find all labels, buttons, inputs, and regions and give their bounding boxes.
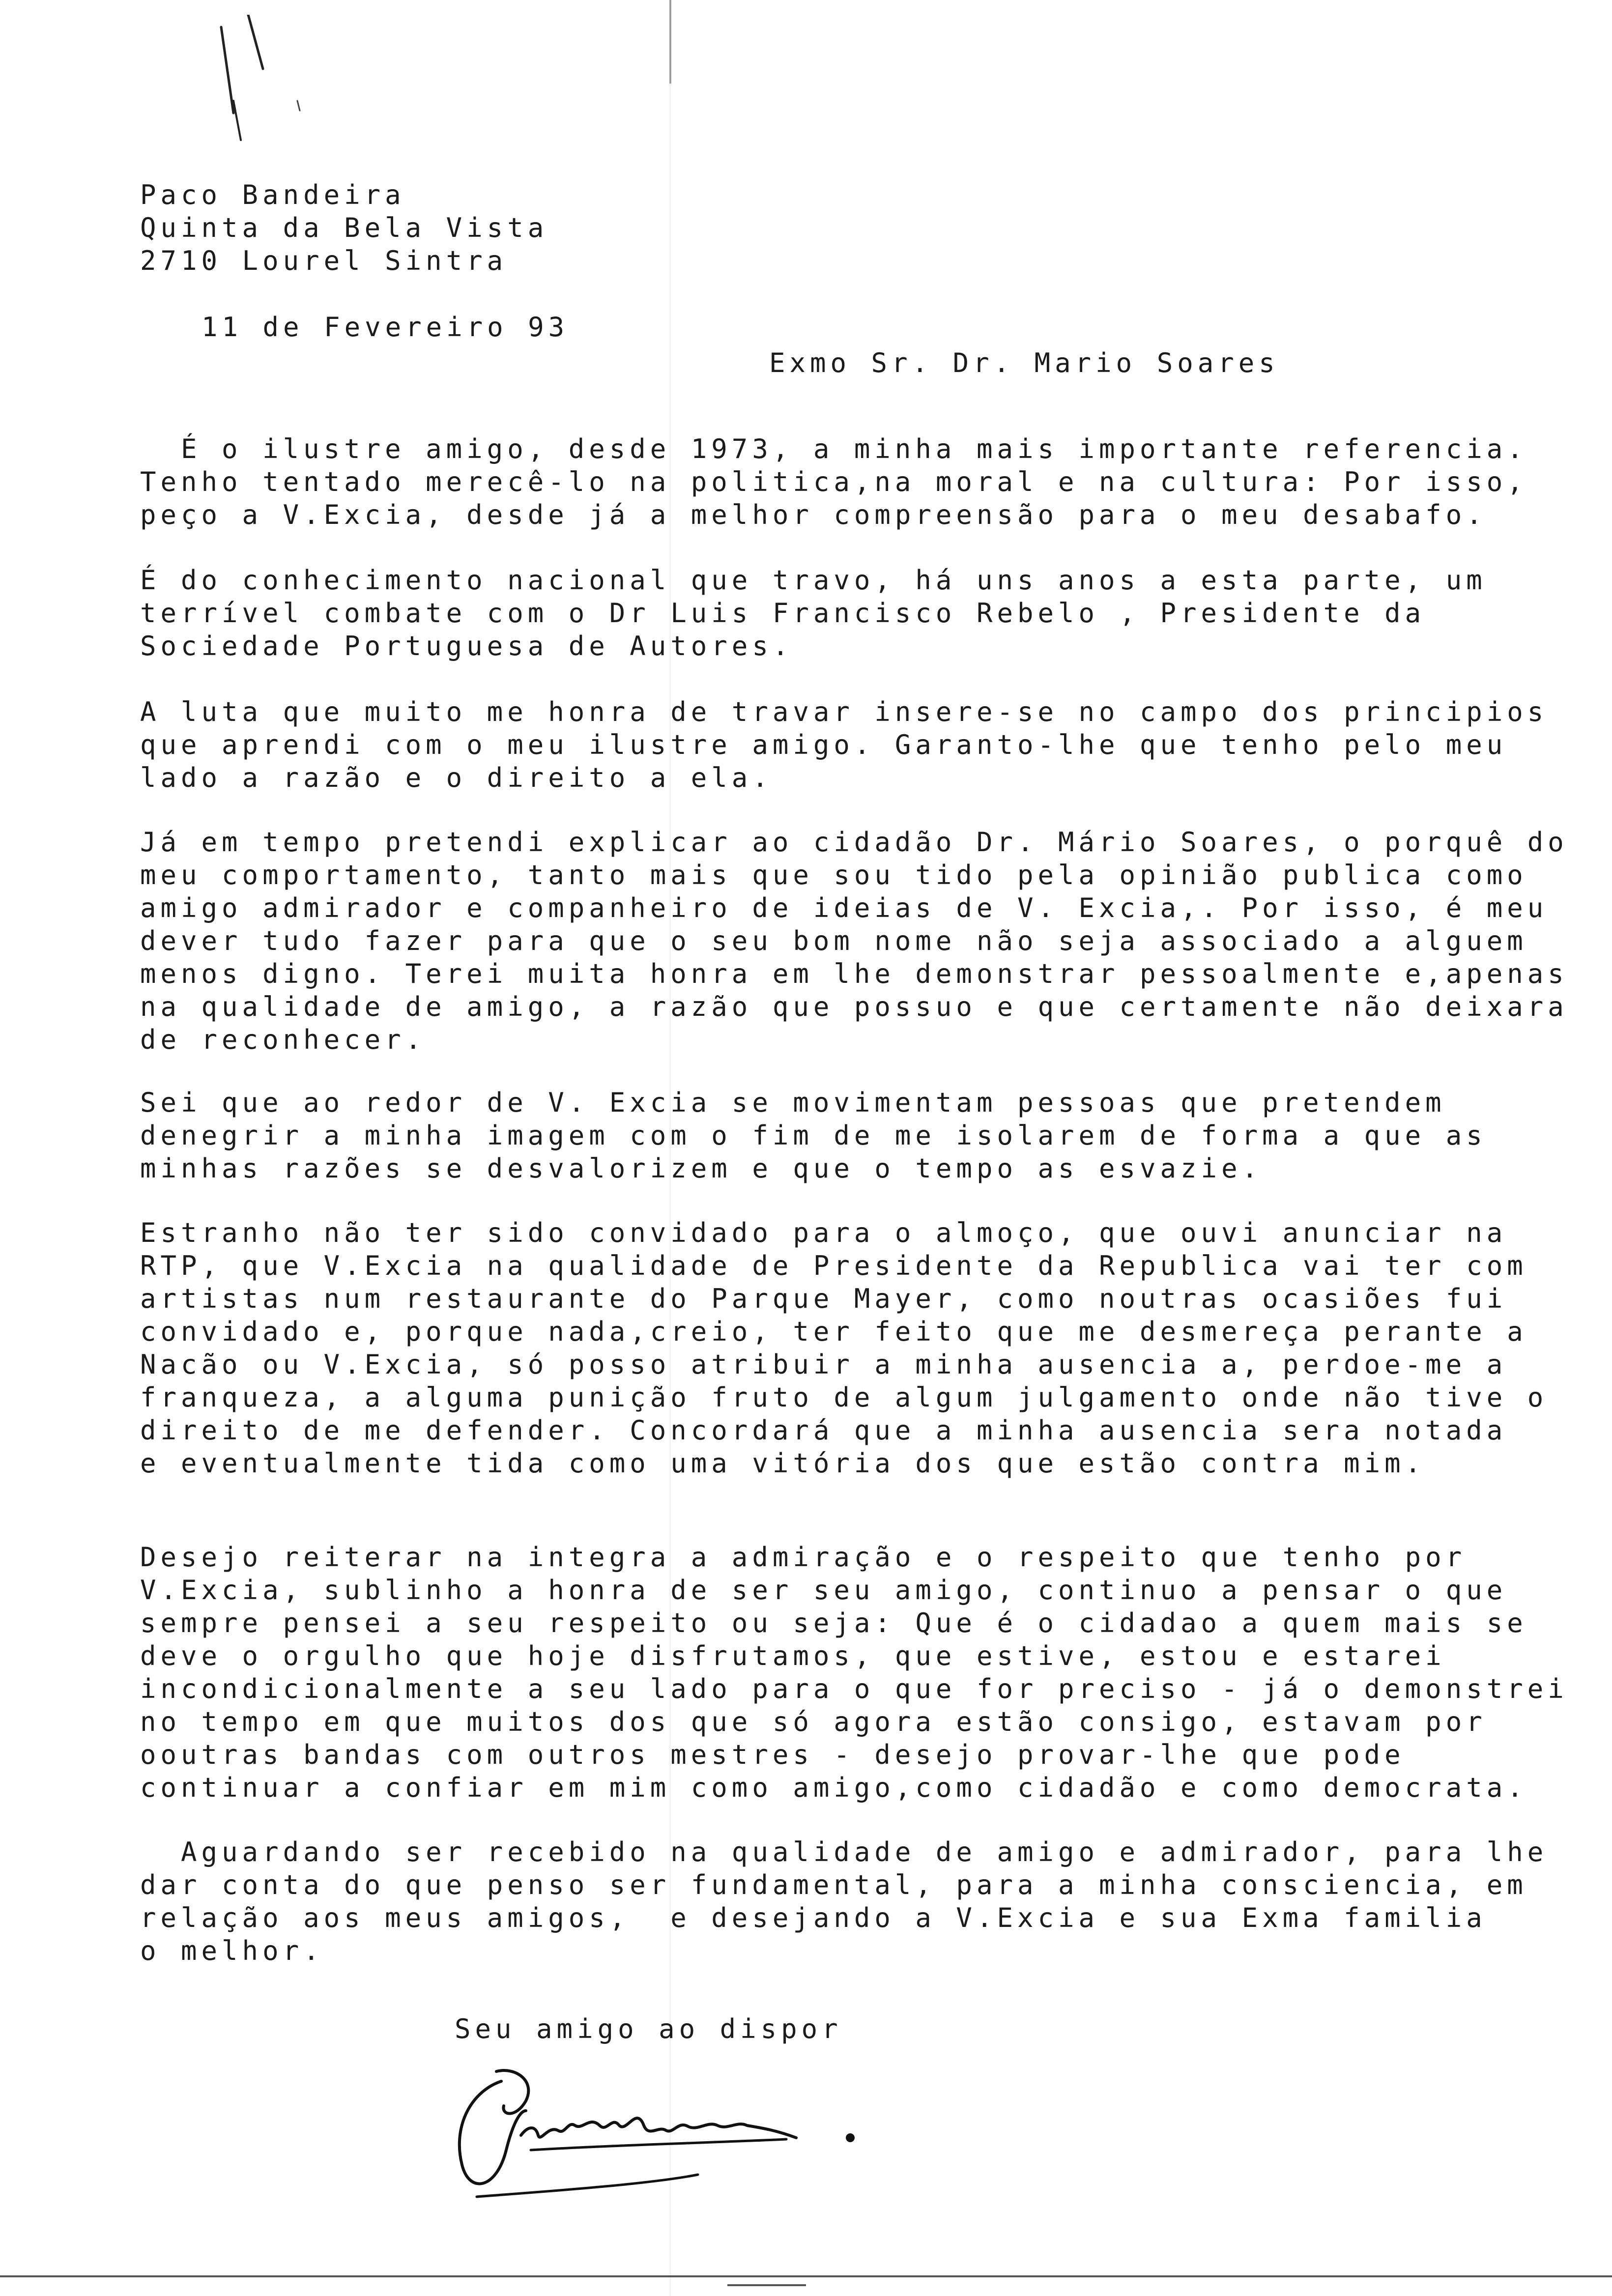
- paragraph-4: Já em tempo pretendi explicar ao cidadão Dr. Mário Soares, o porquê do meu comportamento, tanto mais que sou tido pela opinião publica como amigo admirador e companheiro de ideias de V. Excia,. Por isso, é meu dever tudo fazer para que o seu bom nome não seja associado a alguem menos digno. Terei muita honra em lhe demonstrar pessoalmente e,apenas na qualidade de amigo, a razão que possuo e que certamente não deixara de reconhecer.: [140, 827, 1568, 1055]
- sender-address-line1: Quinta da Bela Vista: [140, 212, 548, 243]
- signature: [442, 2052, 914, 2199]
- letter-date: 11 de Fevereiro 93: [202, 312, 569, 343]
- sender-block: [140, 178, 548, 277]
- salutation: Exmo Sr. Dr. Mario Soares: [769, 347, 1279, 378]
- bottom-rule-short: [727, 2284, 806, 2286]
- paragraph-2: É do conhecimento nacional que travo, há uns anos a esta parte, um terrível combate com o Dr Luis Francisco Rebelo , Presidente da Sociedade Portuguesa de Autores.: [140, 565, 1487, 661]
- paragraph-6: Estranho não ter sido convidado para o almoço, que ouvi anunciar na RTP, que V.Excia na qualidade de Presidente da Republica vai ter com artistas num restaurante do Parque Mayer, como noutras ocasiões fui convidado e, porque nada,creio, ter feito que me desmereça perante a Nacão ou V.Excia, só posso atribuir a minha ausencia a, perdoe-me a franqueza, a alguma punição fruto de algum julgamento onde não tive o direito de me defender. Concordará que a minha ausencia sera notada e eventualmente tida como uma vitória dos que estão contra mim.: [140, 1217, 1548, 1479]
- handwritten-mark-icon: [211, 15, 359, 162]
- fold-line-top: [669, 0, 671, 84]
- paragraph-5: Sei que ao redor de V. Excia se movimentam pessoas que pretendem denegrir a minha imagem com o fim de me isolarem de forma a que as minhas razões se desvalorizem e que o tempo as esvazie.: [140, 1087, 1487, 1184]
- paragraph-1: É o ilustre amigo, desde 1973, a minha mais importante referencia. Tenho tentado merecê-lo na politica,na moral e na cultura: Por isso, peço a V.Excia, desde já a melhor compreensão para o meu desabafo.: [140, 433, 1527, 530]
- sender-address-line2: 2710 Lourel Sintra: [140, 245, 508, 276]
- closing-line: Seu amigo ao dispor: [455, 2013, 842, 2044]
- paragraph-3: A luta que muito me honra de travar insere-se no campo dos principios que aprendi com o meu ilustre amigo. Garanto-lhe que tenho pelo meu lado a razão e o direito a ela.: [140, 696, 1548, 793]
- sender-name: Paco Bandeira: [140, 179, 405, 210]
- paragraph-7: Desejo reiterar na integra a admiração e o respeito que tenho por V.Excia, sublinho a honra de ser seu amigo, continuo a pensar o que sempre pensei a seu respeito ou seja: Que é o cidadao a quem mais se deve o orgulho que hoje disfrutamos, que estive, estou e estarei incondicionalmente a seu lado para o que for preciso - já o demonstrei no tempo em que muitos dos que só agora estão consigo, estavam por ooutras bandas com outros mestres - desejo provar-lhe que pode continuar a confiar em mim como amigo,como cidadão e como democrata.: [140, 1542, 1568, 1803]
- paragraph-8: Aguardando ser recebido na qualidade de amigo e admirador, para lhe dar conta do que penso ser fundamental, para a minha consciencia, em relação aos meus amigos, e desejando a V.Excia e sua Exma familia o melhor.: [140, 1837, 1548, 1966]
- bottom-rule: [0, 2275, 1612, 2277]
